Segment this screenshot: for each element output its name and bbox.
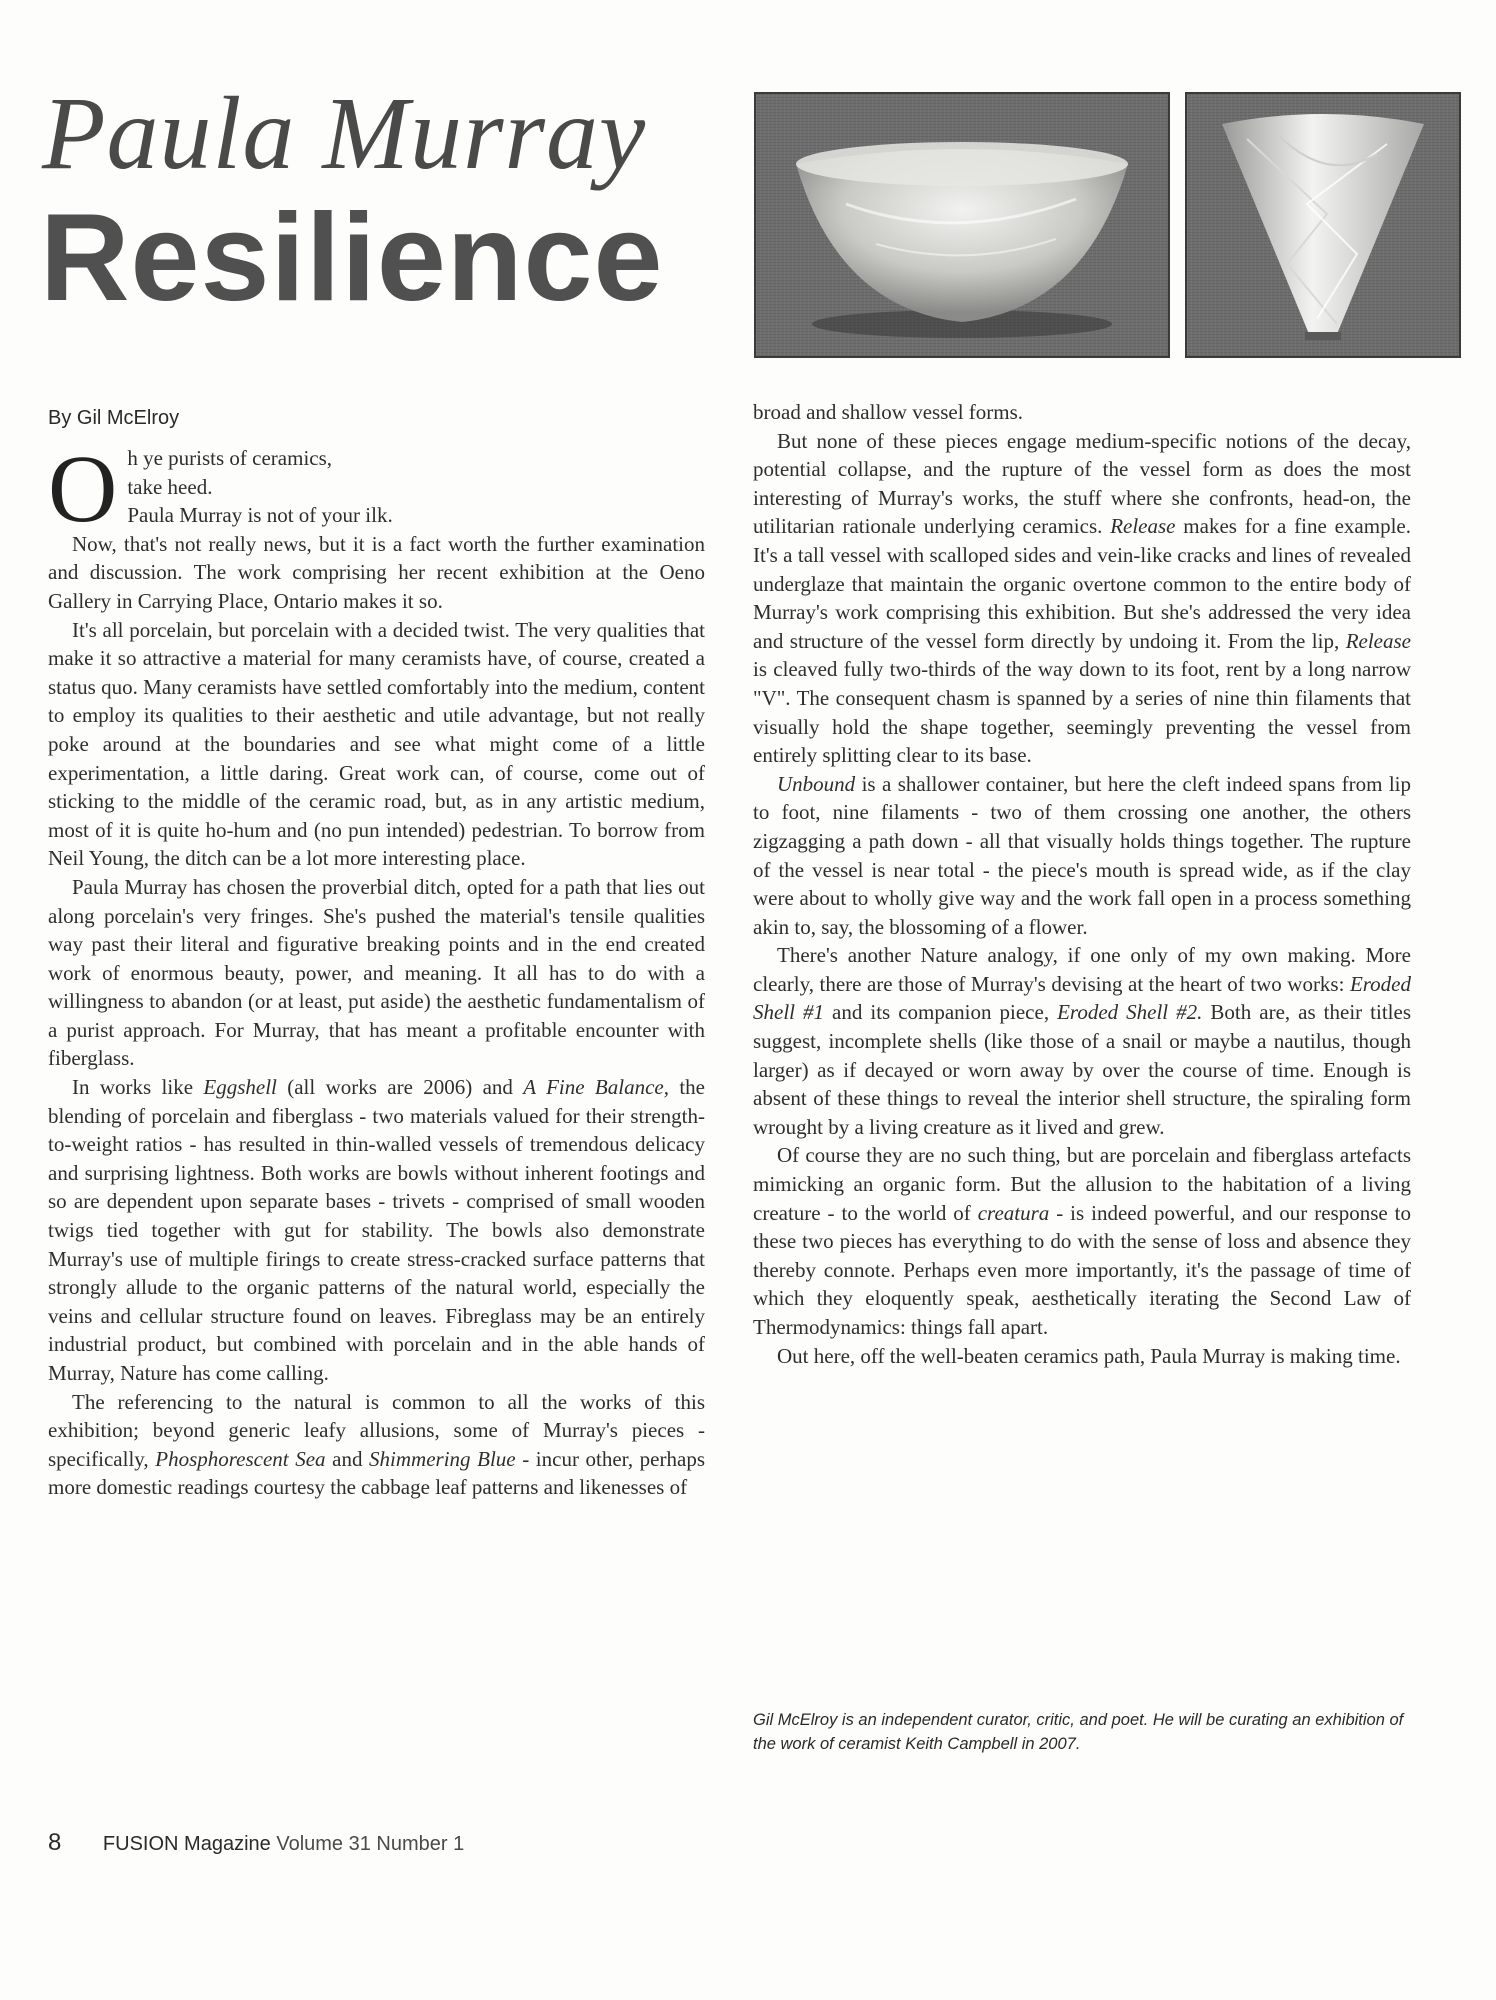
paragraph: Out here, off the well-beaten ceramics path, Paula Murray is making time. (777, 1343, 1401, 1368)
paragraph-continuation: broad and shallow vessel forms. (753, 400, 1024, 424)
work-title: Eroded Shell #1 (753, 971, 1411, 1025)
article-title-name: Paula Murray (42, 76, 647, 191)
opening-paragraph (48, 435, 705, 542)
paragraph: Of course they are no such thing, but are porcelain and fiberglass artefacts mimicking an organic form. But the allusion to the habitation of a living creature - to the world of creatura - is indeed powerful, and our response to these two pieces has everything to do with the sense of loss and absence they thereby connote. Perhaps even more importantly, it's the passage of time of which they eloquently speak, aesthetically iterating the Second Law of Thermodynamics: things fall apart. (753, 1143, 1411, 1339)
magazine-name: FUSION Magazine (102, 1833, 271, 1855)
drop-cap: O (48, 435, 118, 542)
work-title: Release (1345, 628, 1411, 653)
paragraph: Unbound is a shallower container, but here the cleft indeed spans from lip to foot, nine filaments - two of them crossing one another, the others zigzagging a path down - all that visually holds things together. The rupture of the vessel is near total - the piece's mouth is spread wide, as if the clay were about to wholly give way and the work fall open in a process something akin to, say, the blossoming of a flower. (753, 771, 1411, 939)
paragraph: In works like Eggshell (all works are 2006) and A Fine Balance, the blending of porcelain and fiberglass - two materials valued for their strength-to-weight ratios - has resulted in thin-walled vessels of tremendous delicacy and surprising lightness. Both works are bowls without inherent footings and so are dependent upon separate bases - trivets - comprised of small wooden twigs tied together with gut for stability. The bowls also demonstrate Murray's use of multiple firings to create stress-cracked surface patterns that strongly allude to the organic patterns of the natural world, especially the veins and cellular structure found on leaves. Fibreglass may be an entirely industrial product, but combined with porcelain and in the able hands of Murray, Nature has come calling. (48, 1075, 705, 1385)
work-title: Eggshell (203, 1075, 277, 1100)
paragraph: Paula Murray has chosen the proverbial ditch, opted for a path that lies out along porcelain's very fringes. She's pushed the material's tensile qualities way past their literal and figurative breaking points and in the end created work of enormous beauty, power, and meaning. It all has to do with a willingness to abandon (or at least, put aside) the aesthetic fundamentalism of a purist approach. For Murray, that has meant a profitable encounter with fiberglass. (48, 874, 705, 1071)
paragraph: Now, that's not really news, but it is a fact worth the further examination and discussion. The work comprising her recent exhibition at the Oeno Gallery in Carrying Place, Ontario makes it so. (48, 531, 705, 613)
article-column-left (48, 435, 705, 1502)
author-bio: Gil McElroy is an independent curator, critic, and poet. He will be curating an exhibition of the work of ceramist Keith Campbell in 2007. (753, 1711, 1404, 1753)
opening-line-3: Paula Murray is not of your ilk. (127, 503, 393, 528)
article-column-right (753, 398, 1411, 1370)
work-title: Phosphorescent Sea (155, 1446, 326, 1471)
emphasis: creatura (977, 1200, 1050, 1225)
paragraph: The referencing to the natural is common to all the works of this exhibition; beyond generic leafy allusions, some of Murray's pieces - specifically, Phosphorescent Sea and Shimmering Blue - incur other, perhaps more domestic readings courtesy the cabbage leaf patterns and likenesses of (48, 1389, 705, 1500)
opening-line-2: take heed. (127, 474, 213, 499)
paragraph: But none of these pieces engage medium-specific notions of the decay, potential collapse, and the rupture of the vessel form as does the most interesting of Murray's works, the stuff where she confronts, head-on, the utilitarian rationale underlying ceramics. Release makes for a fine example. It's a tall vessel with scalloped sides and vein-like cracks and lines of revealed underglaze that maintain the organic overtone common to the entire body of Murray's work comprising this exhibition. But she's addressed the very idea and structure of the vessel form directly by undoing it. From the lip, Release is cleaved fully two-thirds of the way down to its foot, rent by a long narrow "V". The consequent chasm is spanned by a series of nine thin filaments that visually hold the shape together, seemingly preventing the vessel from entirely splitting clear to its base. (753, 428, 1411, 768)
work-title: Eroded Shell #2. (1057, 1000, 1203, 1025)
page-number: 8 (48, 1829, 62, 1856)
work-title: Shimmering Blue (369, 1446, 516, 1471)
opening-line-1: h ye purists of ceramics, (127, 446, 333, 470)
work-title: Release (1110, 514, 1176, 539)
volume-info: Volume 31 Number 1 (276, 1833, 465, 1855)
page-footer (48, 1828, 464, 1859)
paragraph: There's another Nature analogy, if one only of my own making. More clearly, there are those of Murray's devising at the heart of two works: Eroded Shell #1 and its companion piece, Eroded Shell #2. Both are, as their titles suggest, incomplete shells (like those of a snail or maybe a nautilus, though larger) as if decayed or worn away by over the course of time. Enough is absent of these things to reveal the interior shell structure, the spiraling form wrought by a living creature as it lived and grew. (753, 943, 1411, 1139)
paragraph: It's all porcelain, but porcelain with a decided twist. The very qualities that make it so attractive a material for many ceramists have, of course, created a status quo. Many ceramists have settled comfortably into the medium, content to employ its qualities to their aesthetic and utile advantage, but not really poke around at the boundaries and see what might come of a little experimentation, a little daring. Great work can, of course, come out of sticking to the middle of the ceramic road, but, as in any artistic medium, most of it is quite ho-hum and (no pun intended) pedestrian. To borrow from Neil Young, the ditch can be a lot more interesting place. (48, 617, 705, 871)
vessel-photo (1185, 92, 1461, 358)
work-title: A Fine Balance, (523, 1075, 669, 1100)
byline: By Gil McElroy (48, 407, 180, 429)
work-title: Unbound (777, 771, 856, 796)
bowl-photo (754, 92, 1170, 358)
article-title: Resilience (40, 189, 664, 327)
